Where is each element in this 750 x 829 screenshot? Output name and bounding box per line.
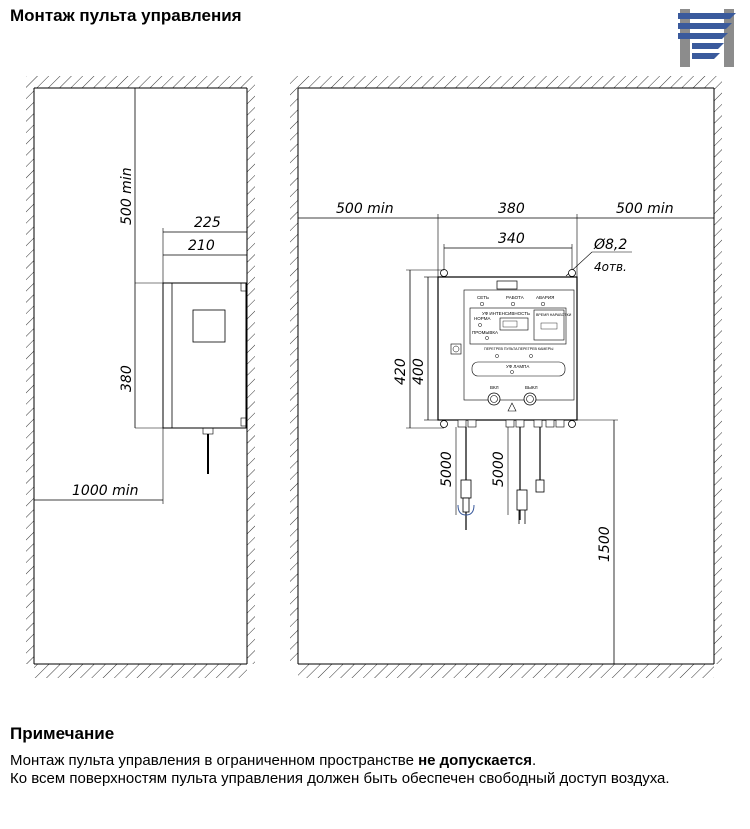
front-dim-340: 340 bbox=[498, 231, 525, 247]
front-dim-380: 380 bbox=[498, 201, 525, 217]
note-line2: Ко всем поверхностям пульта управления должен быть обеспечен свободный доступ воздуха. bbox=[10, 770, 670, 787]
label-set: СЕТЬ bbox=[477, 295, 489, 300]
note-line1-prefix: Монтаж пульта управления в ограниченном пространстве bbox=[10, 752, 419, 769]
note-text bbox=[10, 752, 690, 788]
front-dim-400: 400 bbox=[411, 358, 427, 385]
label-norma: НОРМА bbox=[474, 316, 491, 321]
side-view bbox=[26, 76, 255, 678]
side-dim-225: 225 bbox=[194, 215, 221, 231]
label-rabota: РАБОТА bbox=[506, 295, 524, 300]
side-dim-210: 210 bbox=[188, 238, 215, 254]
label-promyvka: ПРОМЫВКА bbox=[472, 330, 498, 335]
front-dim-1500: 1500 bbox=[597, 526, 613, 562]
side-dim-1000min: 1000 min bbox=[72, 483, 139, 499]
label-vremya: ВРЕМЯ НАРАБОТКИ bbox=[536, 313, 572, 317]
page-title: Монтаж пульта управления bbox=[10, 6, 242, 25]
label-vkl: ВКЛ bbox=[490, 385, 499, 390]
label-uf-intensity: УФ ИНТЕНСИВНОСТЬ bbox=[482, 311, 530, 316]
front-dim-holes-count: 4отв. bbox=[594, 260, 627, 274]
side-dim-380: 380 bbox=[119, 365, 135, 392]
note-heading: Примечание bbox=[10, 724, 115, 743]
note-line1-bold: не допускается bbox=[418, 752, 532, 769]
front-view bbox=[290, 76, 722, 678]
front-dim-hole: Ø8,2 bbox=[594, 237, 628, 253]
side-dim-500min: 500 min bbox=[119, 167, 135, 225]
label-peregrev-pulta: ПЕРЕГРЕВ ПУЛЬТА bbox=[484, 347, 518, 351]
label-avariya: АВАРИЯ bbox=[536, 295, 555, 300]
front-dim-5000-b: 5000 bbox=[491, 451, 507, 487]
front-dim-5000-a: 5000 bbox=[439, 451, 455, 487]
label-vykl: ВЫКЛ bbox=[525, 385, 538, 390]
label-uf-lampa: УФ ЛАМПА bbox=[506, 364, 530, 369]
front-dim-500min-left: 500 min bbox=[336, 201, 394, 217]
front-dim-420: 420 bbox=[393, 358, 409, 385]
front-dim-500min-right: 500 min bbox=[616, 201, 674, 217]
label-peregrev-kamery: ПЕРЕГРЕВ КАМЕРЫ bbox=[518, 347, 554, 351]
note-line1-suffix: . bbox=[531, 752, 537, 769]
